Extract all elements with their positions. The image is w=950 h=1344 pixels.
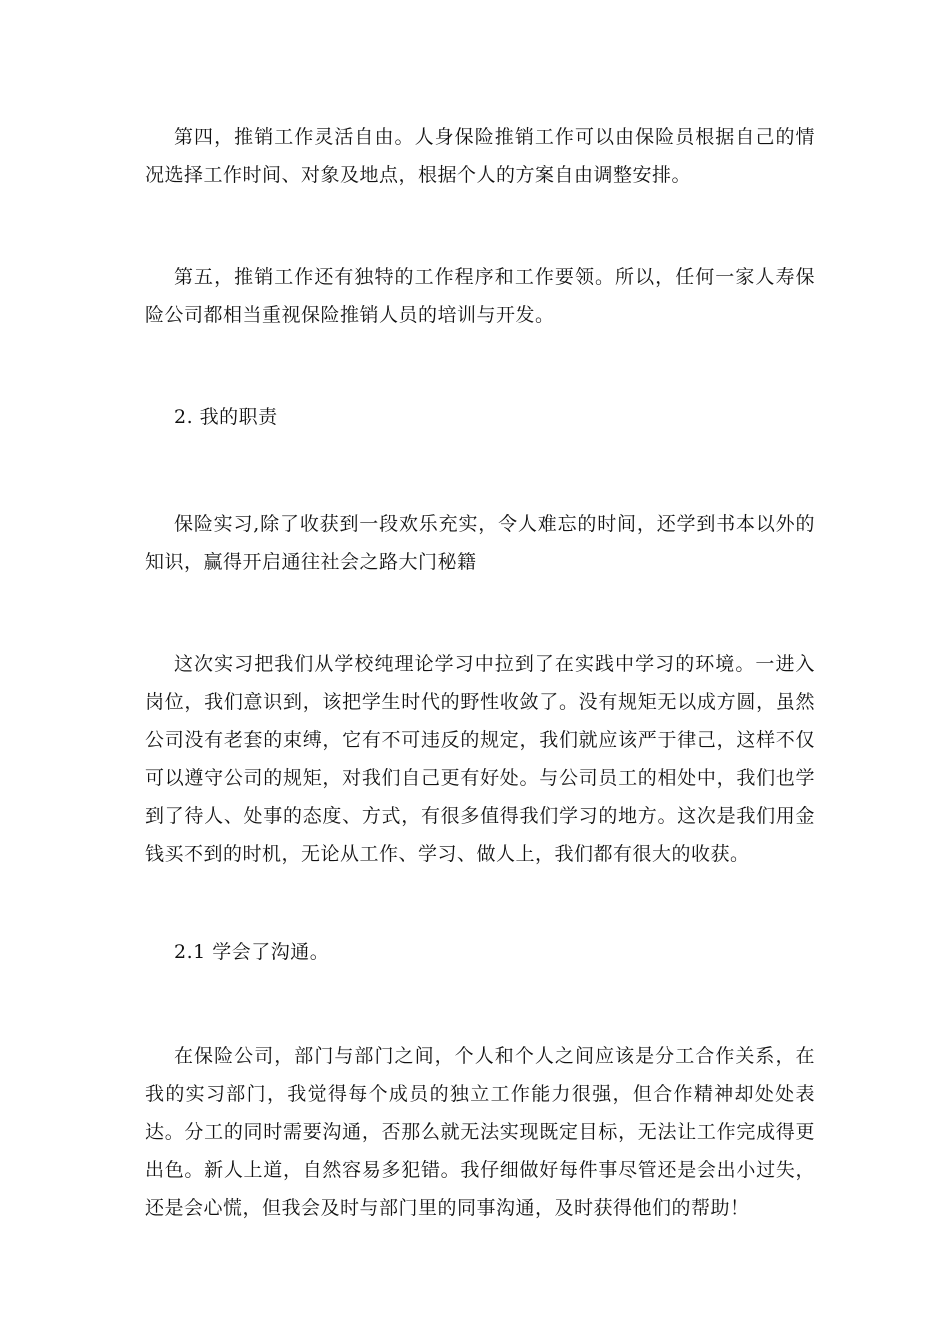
paragraph-fifth-point: 第五，推销工作还有独特的工作程序和工作要领。所以，任何一家人寿保险公司都相当重视保险推销人员的培训与开发。	[145, 266, 815, 326]
subsection-heading-communication: 2.1 学会了沟通。	[174, 941, 330, 963]
section-heading-my-duties: 2. 我的职责	[174, 406, 278, 428]
paragraph-fourth-point: 第四，推销工作灵活自由。人身保险推销工作可以由保险员根据自己的情况选择工作时间、对象及地点，根据个人的方案自由调整安排。	[145, 126, 815, 186]
paragraph-communication-details: 在保险公司，部门与部门之间，个人和个人之间应该是分工合作关系，在我的实习部门，我觉得每个成员的独立工作能力很强，但合作精神却处处表达。分工的同时需要沟通，否那么就无法实现既定目标，无法让工作完成得更出色。新人上道，自然容易多犯错。我仔细做好每件事尽管还是会出小过失，还是会心慌，但我会及时与部门里的同事沟通，及时获得他们的帮助！	[145, 1045, 815, 1219]
paragraph-internship-gains: 保险实习,除了收获到一段欢乐充实，令人难忘的时间，还学到书本以外的知识，赢得开启通往社会之路大门秘籍	[145, 513, 815, 573]
paragraph-practice-environment: 这次实习把我们从学校纯理论学习中拉到了在实践中学习的环境。一进入岗位，我们意识到，该把学生时代的野性收敛了。没有规矩无以成方圆，虽然公司没有老套的束缚，它有不可违反的规定，我们就应该严于律己，这样不仅可以遵守公司的规矩，对我们自己更有好处。与公司员工的相处中，我们也学到了待人、处事的态度、方式，有很多值得我们学习的地方。这次是我们用金钱买不到的时机，无论从工作、学习、做人上，我们都有很大的收获。	[145, 653, 815, 865]
